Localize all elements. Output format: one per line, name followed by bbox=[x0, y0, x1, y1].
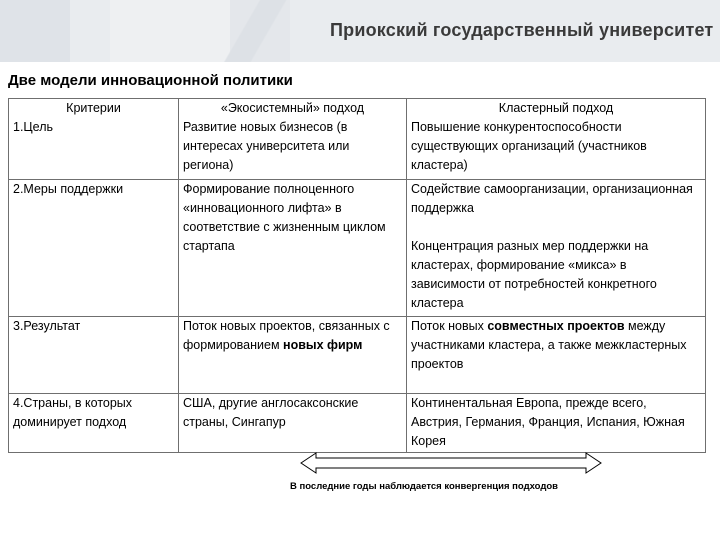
cell-eco-1 bbox=[179, 99, 407, 180]
cell-cluster-1 bbox=[407, 99, 706, 180]
cell-criterion-2 bbox=[9, 180, 179, 317]
cluster-text-post: между участниками кластера, а также межкластерных проектов bbox=[411, 319, 687, 371]
eco-text: США, другие англосаксонские страны, Сингапур bbox=[183, 396, 359, 429]
table-row-3 bbox=[9, 317, 706, 394]
criterion-text: 1.Цель bbox=[13, 120, 54, 134]
cluster-text-b: Концентрация разных мер поддержки на кластерах, формирование «микса» в зависимости от потребностей конкретного кластера bbox=[411, 239, 657, 310]
cluster-text: Поток новых bbox=[411, 319, 488, 333]
cell-cluster-3 bbox=[407, 317, 706, 394]
table-row-4 bbox=[9, 394, 706, 453]
column-header-criteria: Критерии bbox=[66, 101, 121, 115]
eco-text: Развитие новых бизнесов (в интересах университета или региона) bbox=[183, 120, 350, 172]
eco-text: Формирование полноценного «инновационного лифта» в соответствие с жизненным циклом стартапа bbox=[183, 182, 386, 253]
page-title: Две модели инновационной политики bbox=[8, 72, 293, 89]
cell-eco-3 bbox=[179, 317, 407, 394]
header-decoration bbox=[180, 0, 320, 62]
table-row-1 bbox=[9, 99, 706, 180]
cell-cluster-2 bbox=[407, 180, 706, 317]
cell-eco-4 bbox=[179, 394, 407, 453]
table-row-2 bbox=[9, 180, 706, 317]
cluster-bold-text: совместных проектов bbox=[487, 319, 625, 333]
eco-text: Поток новых проектов, связанных с формированием bbox=[183, 319, 390, 352]
eco-bold-text: новых фирм bbox=[283, 338, 363, 352]
column-header-cluster: Кластерный подход bbox=[498, 101, 614, 115]
comparison-table bbox=[8, 98, 706, 453]
convergence-note: В последние годы наблюдается конвергенция подходов bbox=[290, 481, 559, 492]
spacer bbox=[411, 218, 701, 237]
cluster-text-a: Содействие самоорганизации, организационная поддержка bbox=[411, 182, 693, 215]
criterion-text: 4.Страны, в которых доминирует подход bbox=[13, 396, 133, 429]
cell-criterion-3 bbox=[9, 317, 179, 394]
double-arrow-icon bbox=[300, 452, 602, 474]
cluster-text: Континентальная Европа, прежде всего, Австрия, Германия, Франция, Испания, Южная Корея bbox=[411, 396, 685, 448]
cell-eco-2 bbox=[179, 180, 407, 317]
cell-cluster-4 bbox=[407, 394, 706, 453]
header-band bbox=[0, 0, 720, 62]
criterion-text: 2.Меры поддержки bbox=[13, 182, 124, 196]
cluster-text: Повышение конкурентоспособности существующих организаций (участников кластера) bbox=[411, 120, 647, 172]
criterion-text: 3.Результат bbox=[13, 319, 81, 333]
university-name: Приокский государственный университет bbox=[330, 20, 714, 40]
cell-criterion-1 bbox=[9, 99, 179, 180]
header-stripe bbox=[0, 0, 70, 62]
column-header-eco: «Экосистемный» подход bbox=[220, 101, 365, 115]
cell-criterion-4 bbox=[9, 394, 179, 453]
